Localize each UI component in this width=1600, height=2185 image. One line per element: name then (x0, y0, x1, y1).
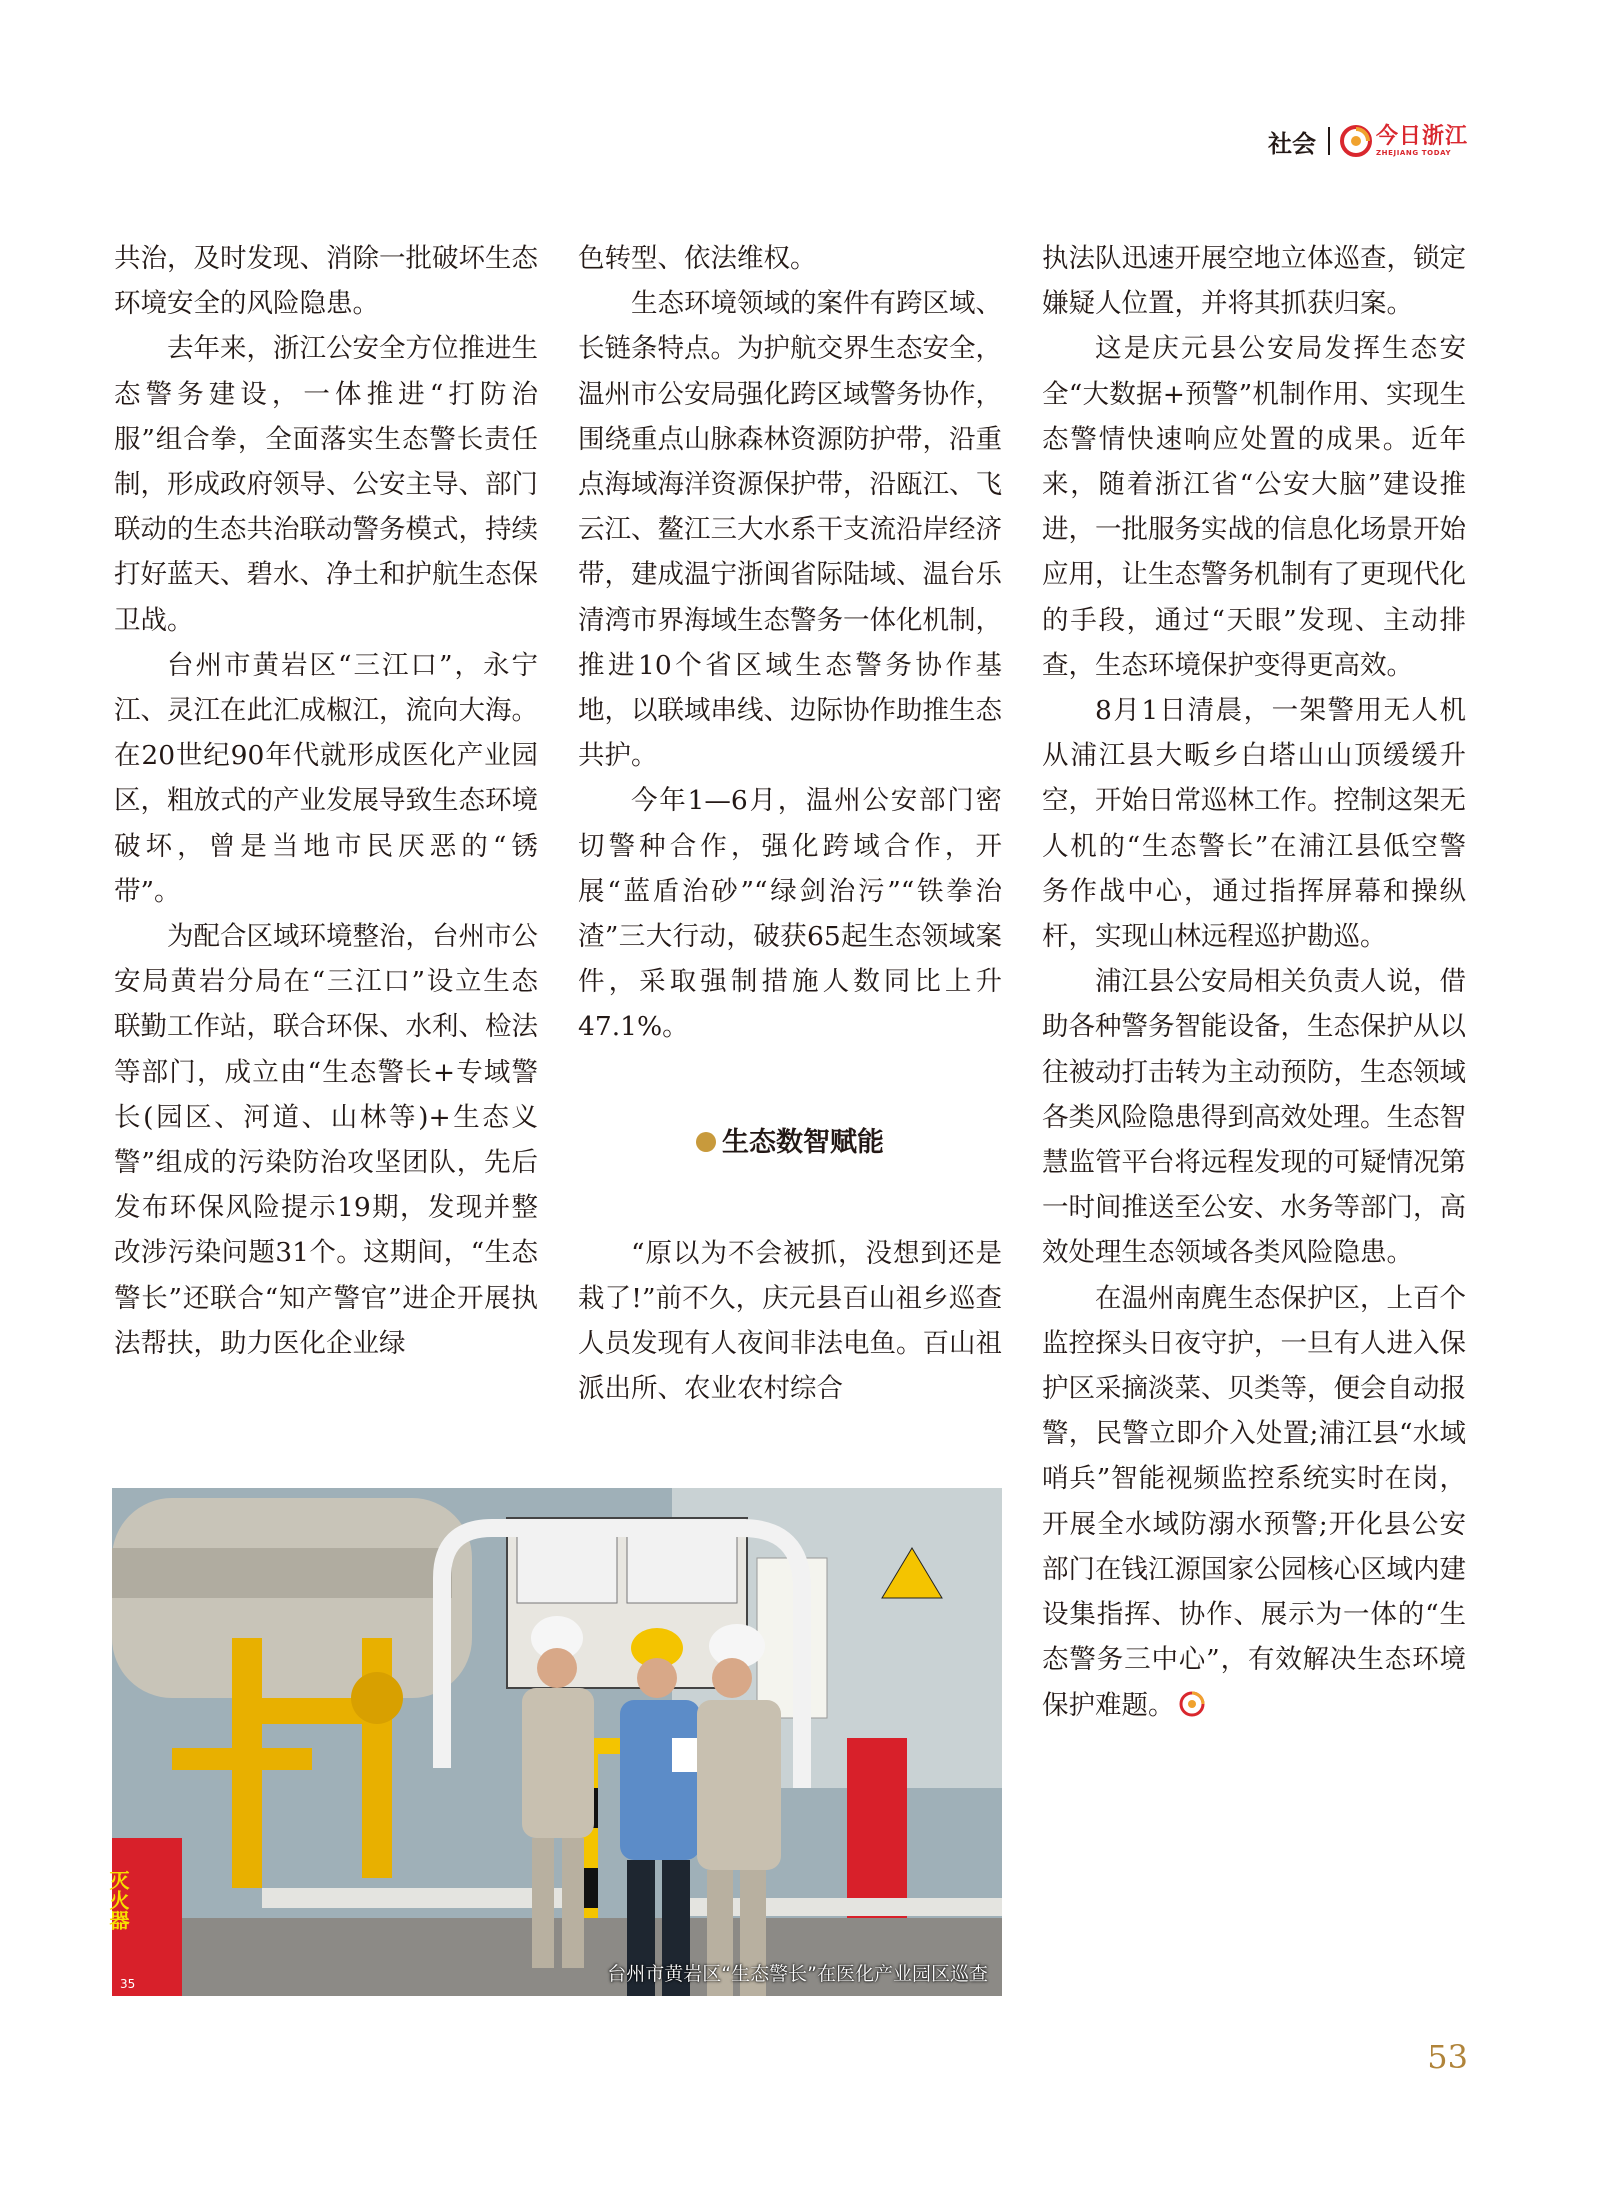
paragraph: 这是庆元县公安局发挥生态安全“大数据+预警”机制作用、实现生态警情快速响应处置的成果。近年来，随着浙江省“公安大脑”建设推进，一批服务实战的信息化场景开始应用，让生态警务机制有了更现代化的手段，通过“天眼”发现、主动排查，生态环境保护变得更高效。 (1042, 333, 1466, 681)
paragraph (1042, 1276, 1466, 1728)
fire-extinguisher-sign: 灭火器 (106, 1870, 130, 1930)
logo-chinese: 今日浙江 (1375, 123, 1468, 149)
photo-caption: 台州市黄岩区“生态警长”在医化产业园区巡查 (607, 1963, 988, 1985)
paragraph: 今年1—6月，温州公安部门密切警种合作，强化跨域合作，开展“蓝盾治砂”“绿剑治污”“铁拳治渣”三大行动，破获65起生态领域案件，采取强制措施人数同比上升47.1%。 (578, 785, 1002, 1043)
paragraph: 去年来，浙江公安全方位推进生态警务建设，一体推进“打防治服”组合拳，全面落实生态警长责任制，形成政府领导、公安主导、部门联动的生态共治联动警务模式，持续打好蓝天、碧水、净土和护航生态保卫战。 (114, 333, 538, 636)
bullet-dot-icon (696, 1132, 716, 1152)
paragraph: 8月1日清晨，一架警用无人机从浦江县大畈乡白塔山山顶缓缓升空，开始日常巡林工作。控制这架无人机的“生态警长”在浦江县低空警务作战中心，通过指挥屏幕和操纵杆，实现山林远程巡护勘巡。 (1042, 695, 1466, 953)
paragraph: 执法队迅速开展空地立体巡查，锁定嫌疑人位置，并将其抓获归案。 (1042, 243, 1466, 320)
end-mark-icon (1179, 1691, 1205, 1717)
article-photo (106, 1488, 1002, 1996)
section-subheading (578, 1120, 1002, 1165)
magazine-logo (1340, 125, 1468, 158)
paragraph: 共治，及时发现、消除一批破坏生态环境安全的风险隐患。 (114, 243, 538, 320)
paragraph: “原以为不会被抓，没想到还是栽了!”前不久，庆元县百山祖乡巡查人员发现有人夜间非法电鱼。百山祖派出所、农业农村综合 (578, 1237, 1002, 1405)
text-column-1 (114, 236, 538, 1366)
paragraph: 为配合区域环境整治，台州市公安局黄岩分局在“三江口”设立生态联勤工作站，联合环保、水利、检法等部门，成立由“生态警长+专域警长(园区、河道、山林等)+生态义警”组成的污染防治攻坚团队，先后发布环保风险提示19期，发现并整改涉污染问题31个。这期间，“生态警长”还联合“知产警官”进企开展执法帮扶，助力医化企业绿 (114, 921, 538, 1359)
sign-number: 35 (120, 1977, 136, 1991)
text-column-2 (578, 236, 1002, 1412)
paragraph-text: 在温州南麂生态保护区，上百个监控探头日夜守护，一旦有人进入保护区采摘淡菜、贝类等，便会自动报警，民警立即介入处置;浦江县“水域哨兵”智能视频监控系统实时在岗，开展全水域防溺水预警;开化县公安部门在钱江源国家公园核心区域内建设集指挥、协作、展示为一体的“生态警务三中心”，有效解决生态环境保护难题。 (1042, 1282, 1466, 1721)
paragraph: 浦江县公安局相关负责人说，借助各种警务智能设备，生态保护从以往被动打击转为主动预防，生态领域各类风险隐患得到高效处理。生态智慧监管平台将远程发现的可疑情况第一时间推送至公安、水务等部门，高效处理生态领域各类风险隐患。 (1042, 966, 1466, 1269)
subheading-text: 生态数智赋能 (722, 1126, 884, 1158)
page-header (1268, 118, 1468, 164)
section-label: 社会 (1267, 129, 1316, 158)
page-number: 53 (1427, 2038, 1468, 2076)
paragraph: 生态环境领域的案件有跨区域、长链条特点。为护航交界生态安全，温州市公安局强化跨区域警务协作，围绕重点山脉森林资源防护带，沿重点海域海洋资源保护带，沿瓯江、飞云江、鳌江三大水系干支流沿岸经济带，建成温宁浙闽省际陆域、温台乐清湾市界海域生态警务一体化机制，推进10个省区域生态警务协作基地，以联域串线、边际协作助推生态共护。 (578, 288, 1002, 772)
header-divider (1328, 127, 1330, 155)
logo-english: ZHEJIANG TODAY (1375, 148, 1452, 157)
paragraph: 色转型、依法维权。 (578, 243, 817, 274)
paragraph: 台州市黄岩区“三江口”，永宁江、灵江在此汇成椒江，流向大海。在20世纪90年代就形成医化产业园区，粗放式的产业发展导致生态环境破坏，曾是当地市民厌恶的“锈带”。 (114, 649, 538, 907)
photo-illustration (106, 1488, 1002, 1996)
logo-swirl-icon (1340, 125, 1372, 157)
text-column-3 (1042, 236, 1466, 1728)
